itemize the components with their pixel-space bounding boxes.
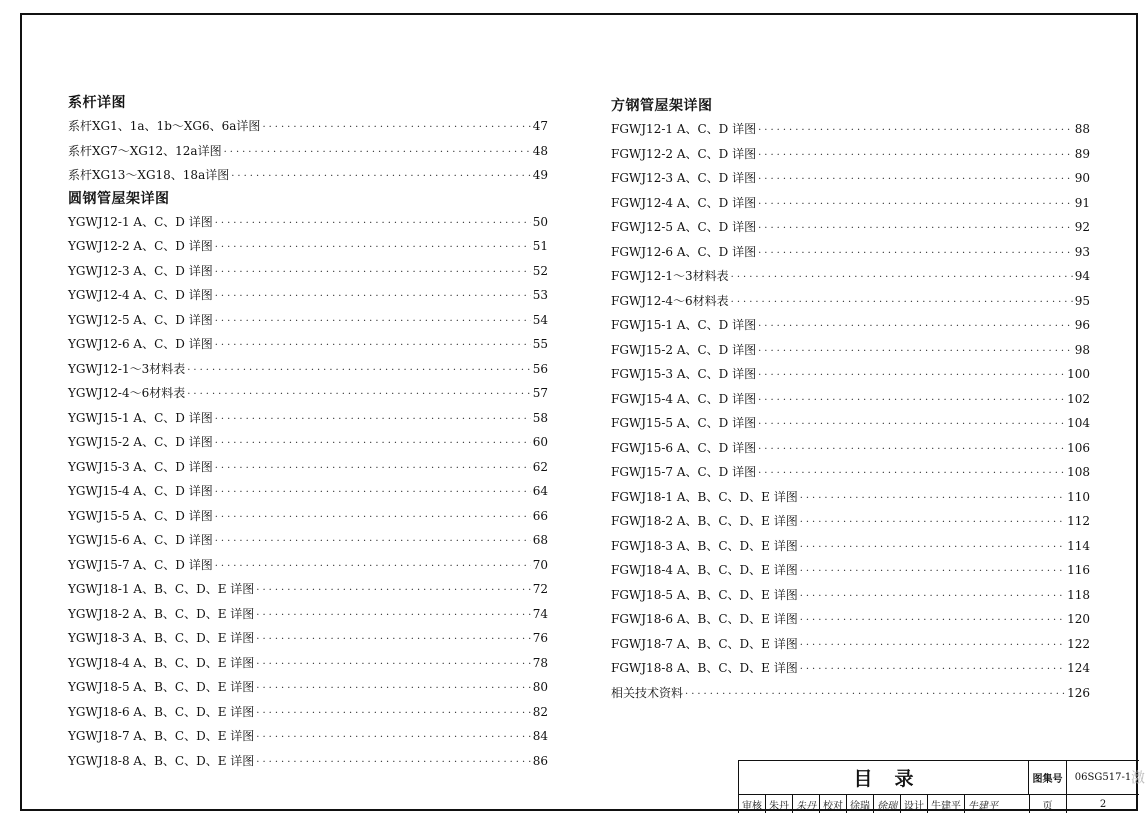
toc-entry bbox=[68, 724, 548, 749]
toc-entry-page: 96 bbox=[1074, 318, 1090, 332]
dot-leader bbox=[800, 585, 1065, 610]
toc-entry bbox=[68, 430, 548, 455]
toc-entry-page: 82 bbox=[532, 704, 548, 719]
dot-leader bbox=[215, 261, 531, 286]
review-signature: 朱丹 bbox=[793, 795, 820, 813]
toc-entry bbox=[611, 583, 1090, 608]
toc-entry-page: 110 bbox=[1067, 489, 1090, 504]
toc-entry bbox=[611, 142, 1090, 167]
toc-entry bbox=[68, 163, 548, 188]
toc-entry-page: 91 bbox=[1074, 195, 1090, 210]
title-block bbox=[738, 760, 1139, 813]
dot-leader bbox=[231, 165, 530, 190]
toc-entry-title: FGWJ12-4～6材料表 bbox=[611, 293, 729, 308]
toc-entry-page: 48 bbox=[532, 143, 548, 158]
toc-entry-title: YGWJ12-3 A、C、D 详图 bbox=[68, 263, 213, 278]
toc-entry bbox=[611, 215, 1090, 240]
toc-entry-page: 120 bbox=[1067, 612, 1090, 626]
toc-entry-title: FGWJ15-5 A、C、D 详图 bbox=[611, 416, 757, 430]
toc-entry-title: FGWJ18-8 A、B、C、D、E 详图 bbox=[611, 661, 798, 675]
toc-entry-page: 98 bbox=[1074, 342, 1090, 357]
toc-entry bbox=[611, 338, 1090, 363]
toc-entry-page: 124 bbox=[1067, 661, 1090, 675]
toc-entry bbox=[68, 381, 548, 406]
toc-entry bbox=[611, 534, 1090, 559]
dot-leader bbox=[256, 628, 530, 653]
toc-entry-title: 系杆XG7～XG12、12a详图 bbox=[68, 143, 222, 158]
toc-entry-title: FGWJ18-6 A、B、C、D、E 详图 bbox=[611, 612, 798, 626]
toc-entry bbox=[611, 509, 1090, 534]
toc-entry bbox=[68, 479, 548, 504]
toc-entry-page: 80 bbox=[532, 680, 548, 694]
toc-entry-page: 78 bbox=[532, 655, 548, 670]
dot-leader bbox=[256, 726, 530, 751]
toc-entry bbox=[611, 264, 1090, 289]
toc-entry-title: YGWJ15-5 A、C、D 详图 bbox=[68, 508, 213, 523]
design-signature: 牛建平 bbox=[968, 800, 998, 812]
toc-entry-title: FGWJ18-3 A、B、C、D、E 详图 bbox=[611, 538, 798, 553]
dot-leader bbox=[215, 285, 531, 310]
toc-entry bbox=[611, 387, 1090, 412]
dot-leader bbox=[187, 383, 530, 408]
dot-leader bbox=[215, 212, 531, 237]
toc-entry-title: YGWJ12-1～3材料表 bbox=[68, 361, 186, 376]
toc-entry-title: FGWJ18-1 A、B、C、D、E 详图 bbox=[611, 489, 798, 504]
toc-entry bbox=[611, 191, 1090, 216]
toc-entry-title: YGWJ15-4 A、C、D 详图 bbox=[68, 484, 213, 498]
dot-leader bbox=[731, 266, 1073, 291]
toc-entry-title: FGWJ12-2 A、C、D 详图 bbox=[611, 146, 757, 161]
toc-entry-page: 47 bbox=[532, 119, 548, 133]
toc-entry-title: FGWJ18-7 A、B、C、D、E 详图 bbox=[611, 636, 798, 651]
toc-entry-title: 系杆XG13～XG18、18a详图 bbox=[68, 168, 230, 182]
dot-leader bbox=[256, 579, 530, 604]
toc-entry-page: 56 bbox=[532, 361, 548, 376]
toc-entry-title: YGWJ15-2 A、C、D 详图 bbox=[68, 435, 213, 449]
dot-leader bbox=[685, 683, 1065, 708]
toc-entry-page: 102 bbox=[1067, 391, 1090, 406]
toc-entry-title: FGWJ12-6 A、C、D 详图 bbox=[611, 244, 757, 259]
dot-leader bbox=[800, 634, 1065, 659]
dot-leader bbox=[215, 432, 531, 457]
dot-leader bbox=[800, 609, 1065, 634]
dot-leader bbox=[758, 438, 1065, 463]
toc-entry-page: 66 bbox=[532, 508, 548, 523]
toc-entry bbox=[611, 362, 1090, 387]
toc-entry-page: 88 bbox=[1074, 122, 1090, 136]
dot-leader bbox=[215, 481, 531, 506]
toc-entry bbox=[68, 577, 548, 602]
toc-entry-title: FGWJ12-4 A、C、D 详图 bbox=[611, 195, 757, 210]
toc-entry-title: YGWJ12-5 A、C、D 详图 bbox=[68, 312, 213, 327]
toc-entry bbox=[68, 528, 548, 553]
toc-entry-page: 74 bbox=[532, 606, 548, 621]
dot-leader bbox=[758, 462, 1065, 487]
toc-entry-title: FGWJ15-1 A、C、D 详图 bbox=[611, 318, 757, 332]
toc-entry-title: FGWJ15-4 A、C、D 详图 bbox=[611, 391, 757, 406]
toc-entry-title: YGWJ18-1 A、B、C、D、E 详图 bbox=[68, 582, 255, 596]
dot-leader bbox=[215, 506, 531, 531]
toc-entry-page: 114 bbox=[1067, 538, 1090, 553]
dot-leader bbox=[256, 751, 530, 776]
dot-leader bbox=[224, 141, 531, 166]
toc-entry-page: 106 bbox=[1067, 440, 1090, 455]
dot-leader bbox=[800, 560, 1065, 585]
toc-entry-page: 72 bbox=[532, 582, 548, 596]
dot-leader bbox=[800, 536, 1065, 561]
check-signature: 徐瑞 bbox=[874, 795, 901, 813]
toc-entry bbox=[611, 313, 1090, 338]
toc-entry-page: 54 bbox=[532, 312, 548, 327]
page-number: 2 bbox=[1099, 798, 1107, 810]
toc-entry-title: FGWJ18-2 A、B、C、D、E 详图 bbox=[611, 514, 798, 528]
toc-entry bbox=[68, 259, 548, 284]
toc-entry bbox=[611, 485, 1090, 510]
toc-entry-page: 52 bbox=[532, 263, 548, 278]
dot-leader bbox=[758, 119, 1073, 144]
dot-leader bbox=[758, 217, 1073, 242]
toc-entry-page: 68 bbox=[532, 533, 548, 547]
toc-entry-title: YGWJ15-1 A、C、D 详图 bbox=[68, 410, 213, 425]
toc-entry bbox=[611, 607, 1090, 632]
toc-entry bbox=[68, 210, 548, 235]
toc-entry-title: YGWJ18-4 A、B、C、D、E 详图 bbox=[68, 655, 255, 670]
toc-entry-title: YGWJ12-6 A、C、D 详图 bbox=[68, 337, 213, 351]
toc-entry-title: FGWJ12-3 A、C、D 详图 bbox=[611, 171, 757, 185]
toc-entry bbox=[611, 558, 1090, 583]
atlas-number: 06SG517-1 bbox=[1067, 761, 1139, 795]
toc-entry-page: 94 bbox=[1074, 269, 1090, 283]
toc-entry bbox=[68, 234, 548, 259]
toc-entry bbox=[68, 308, 548, 333]
dot-leader bbox=[800, 511, 1065, 536]
dot-leader bbox=[215, 310, 531, 335]
toc-entry bbox=[68, 283, 548, 308]
toc-entry-title: YGWJ15-6 A、C、D 详图 bbox=[68, 533, 213, 547]
toc-entry bbox=[611, 656, 1090, 681]
review-label: 审核 bbox=[739, 795, 766, 813]
toc-entry bbox=[68, 651, 548, 676]
section-heading: 方钢管屋架详图 bbox=[611, 98, 713, 114]
check-label: 校对 bbox=[820, 795, 847, 813]
title-block-title: 目录 bbox=[739, 761, 1029, 795]
toc-entry bbox=[68, 626, 548, 651]
toc-entry-title: FGWJ15-7 A、C、D 详图 bbox=[611, 465, 757, 479]
toc-entry-title: YGWJ15-7 A、C、D 详图 bbox=[68, 557, 213, 572]
toc-entry bbox=[68, 504, 548, 529]
toc-entry-page: 58 bbox=[532, 410, 548, 425]
toc-entry-title: YGWJ12-1 A、C、D 详图 bbox=[68, 214, 213, 229]
dot-leader bbox=[215, 334, 531, 359]
toc-entry-title: FGWJ18-5 A、B、C、D、E 详图 bbox=[611, 587, 798, 602]
toc-entry bbox=[68, 675, 548, 700]
toc-entry bbox=[68, 406, 548, 431]
toc-entry bbox=[68, 332, 548, 357]
toc-entry-page: 55 bbox=[532, 337, 548, 351]
toc-entry-title: FGWJ12-5 A、C、D 详图 bbox=[611, 220, 757, 234]
toc-left-column bbox=[68, 92, 548, 773]
toc-entry-page: 104 bbox=[1067, 416, 1090, 430]
dot-leader bbox=[215, 530, 531, 555]
dot-leader bbox=[800, 658, 1065, 683]
dot-leader bbox=[758, 364, 1065, 389]
toc-entry bbox=[611, 460, 1090, 485]
dot-leader bbox=[758, 193, 1073, 218]
design-name: 牛建平 bbox=[928, 795, 965, 813]
toc-entry-title: YGWJ18-7 A、B、C、D、E 详图 bbox=[68, 729, 255, 743]
toc-entry-page: 122 bbox=[1067, 636, 1090, 651]
dot-leader bbox=[187, 359, 530, 384]
toc-entry bbox=[611, 166, 1090, 191]
toc-entry-page: 64 bbox=[532, 484, 548, 498]
toc-entry-page: 62 bbox=[532, 459, 548, 474]
toc-entry-title: FGWJ18-4 A、B、C、D、E 详图 bbox=[611, 563, 798, 577]
dot-leader bbox=[256, 653, 530, 678]
toc-entry-title: 系杆XG1、1a、1b～XG6、6a详图 bbox=[68, 119, 261, 133]
toc-entry bbox=[611, 681, 1090, 706]
toc-entry-page: 51 bbox=[532, 239, 548, 253]
toc-entry-title: YGWJ18-5 A、B、C、D、E 详图 bbox=[68, 680, 255, 694]
toc-entry bbox=[611, 436, 1090, 461]
toc-entry-page: 60 bbox=[532, 435, 548, 449]
toc-entry-title: FGWJ12-1 A、C、D 详图 bbox=[611, 122, 757, 136]
toc-entry-title: YGWJ15-3 A、C、D 详图 bbox=[68, 459, 213, 474]
toc-entry bbox=[68, 700, 548, 725]
toc-entry-title: YGWJ12-4～6材料表 bbox=[68, 386, 186, 400]
toc-entry-page: 112 bbox=[1067, 514, 1090, 528]
toc-entry-page: 92 bbox=[1074, 220, 1090, 234]
toc-entry-page: 57 bbox=[532, 386, 548, 400]
toc-entry-page: 49 bbox=[532, 168, 548, 182]
toc-entry-title: YGWJ12-4 A、C、D 详图 bbox=[68, 288, 213, 302]
toc-entry-title: FGWJ15-2 A、C、D 详图 bbox=[611, 342, 757, 357]
dot-leader bbox=[758, 144, 1073, 169]
toc-entry-title: FGWJ12-1～3材料表 bbox=[611, 269, 729, 283]
toc-right-column bbox=[611, 95, 1090, 705]
toc-entry bbox=[68, 114, 548, 139]
toc-entry-title: YGWJ18-3 A、B、C、D、E 详图 bbox=[68, 631, 255, 645]
review-name: 朱丹 bbox=[766, 795, 793, 813]
toc-entry bbox=[611, 632, 1090, 657]
toc-entry-title: FGWJ15-3 A、C、D 详图 bbox=[611, 367, 757, 381]
dot-leader bbox=[256, 702, 530, 727]
check-name: 徐瑞 bbox=[847, 795, 874, 813]
toc-entry-title: 相关技术资料 bbox=[611, 685, 684, 700]
toc-entry bbox=[68, 553, 548, 578]
section-heading: 圆钢管屋架详图 bbox=[68, 190, 170, 207]
toc-entry-page: 53 bbox=[532, 288, 548, 302]
toc-entry bbox=[611, 117, 1090, 142]
dot-leader bbox=[758, 168, 1073, 193]
toc-entry bbox=[68, 357, 548, 382]
dot-leader bbox=[215, 555, 531, 580]
toc-entry-page: 76 bbox=[532, 631, 548, 645]
toc-entry-page: 86 bbox=[532, 753, 548, 768]
toc-entry-title: FGWJ15-6 A、C、D 详图 bbox=[611, 440, 757, 455]
signature-row bbox=[739, 795, 1030, 813]
dot-leader bbox=[800, 487, 1065, 512]
toc-entry-page: 126 bbox=[1067, 685, 1090, 700]
toc-entry-title: YGWJ12-2 A、C、D 详图 bbox=[68, 239, 213, 253]
toc-entry-page: 70 bbox=[532, 557, 548, 572]
toc-entry-page: 90 bbox=[1074, 171, 1090, 185]
atlas-number-label: 图集号 bbox=[1029, 761, 1067, 795]
toc-entry-title: YGWJ18-8 A、B、C、D、E 详图 bbox=[68, 753, 255, 768]
dot-leader bbox=[256, 604, 530, 629]
toc-entry-page: 93 bbox=[1074, 244, 1090, 259]
watermark: 激 bbox=[1129, 770, 1145, 784]
section-heading: 系杆详图 bbox=[68, 95, 126, 111]
toc-entry bbox=[68, 602, 548, 627]
toc-entry-page: 95 bbox=[1074, 293, 1090, 308]
dot-leader bbox=[262, 116, 530, 141]
toc-entry-page: 84 bbox=[532, 729, 548, 743]
dot-leader bbox=[758, 413, 1065, 438]
toc-entry-title: YGWJ18-6 A、B、C、D、E 详图 bbox=[68, 704, 255, 719]
toc-entry bbox=[68, 455, 548, 480]
toc-entry-page: 50 bbox=[532, 214, 548, 229]
toc-entry bbox=[611, 240, 1090, 265]
dot-leader bbox=[758, 389, 1065, 414]
dot-leader bbox=[758, 315, 1073, 340]
toc-entry-page: 89 bbox=[1074, 146, 1090, 161]
toc-entry-page: 118 bbox=[1067, 587, 1090, 602]
toc-entry bbox=[68, 749, 548, 774]
page-label: 页 bbox=[1029, 795, 1067, 813]
toc-entry bbox=[68, 139, 548, 164]
toc-entry bbox=[611, 411, 1090, 436]
dot-leader bbox=[758, 242, 1073, 267]
toc-entry-page: 100 bbox=[1067, 367, 1090, 381]
dot-leader bbox=[758, 340, 1073, 365]
toc-entry-page: 116 bbox=[1067, 563, 1090, 577]
dot-leader bbox=[215, 236, 531, 261]
toc-entry-title: YGWJ18-2 A、B、C、D、E 详图 bbox=[68, 606, 255, 621]
toc-entry-page: 108 bbox=[1067, 465, 1090, 479]
toc-entry bbox=[611, 289, 1090, 314]
design-label: 设计 bbox=[901, 795, 928, 813]
dot-leader bbox=[215, 408, 531, 433]
dot-leader bbox=[256, 677, 530, 702]
dot-leader bbox=[215, 457, 531, 482]
dot-leader bbox=[731, 291, 1073, 316]
